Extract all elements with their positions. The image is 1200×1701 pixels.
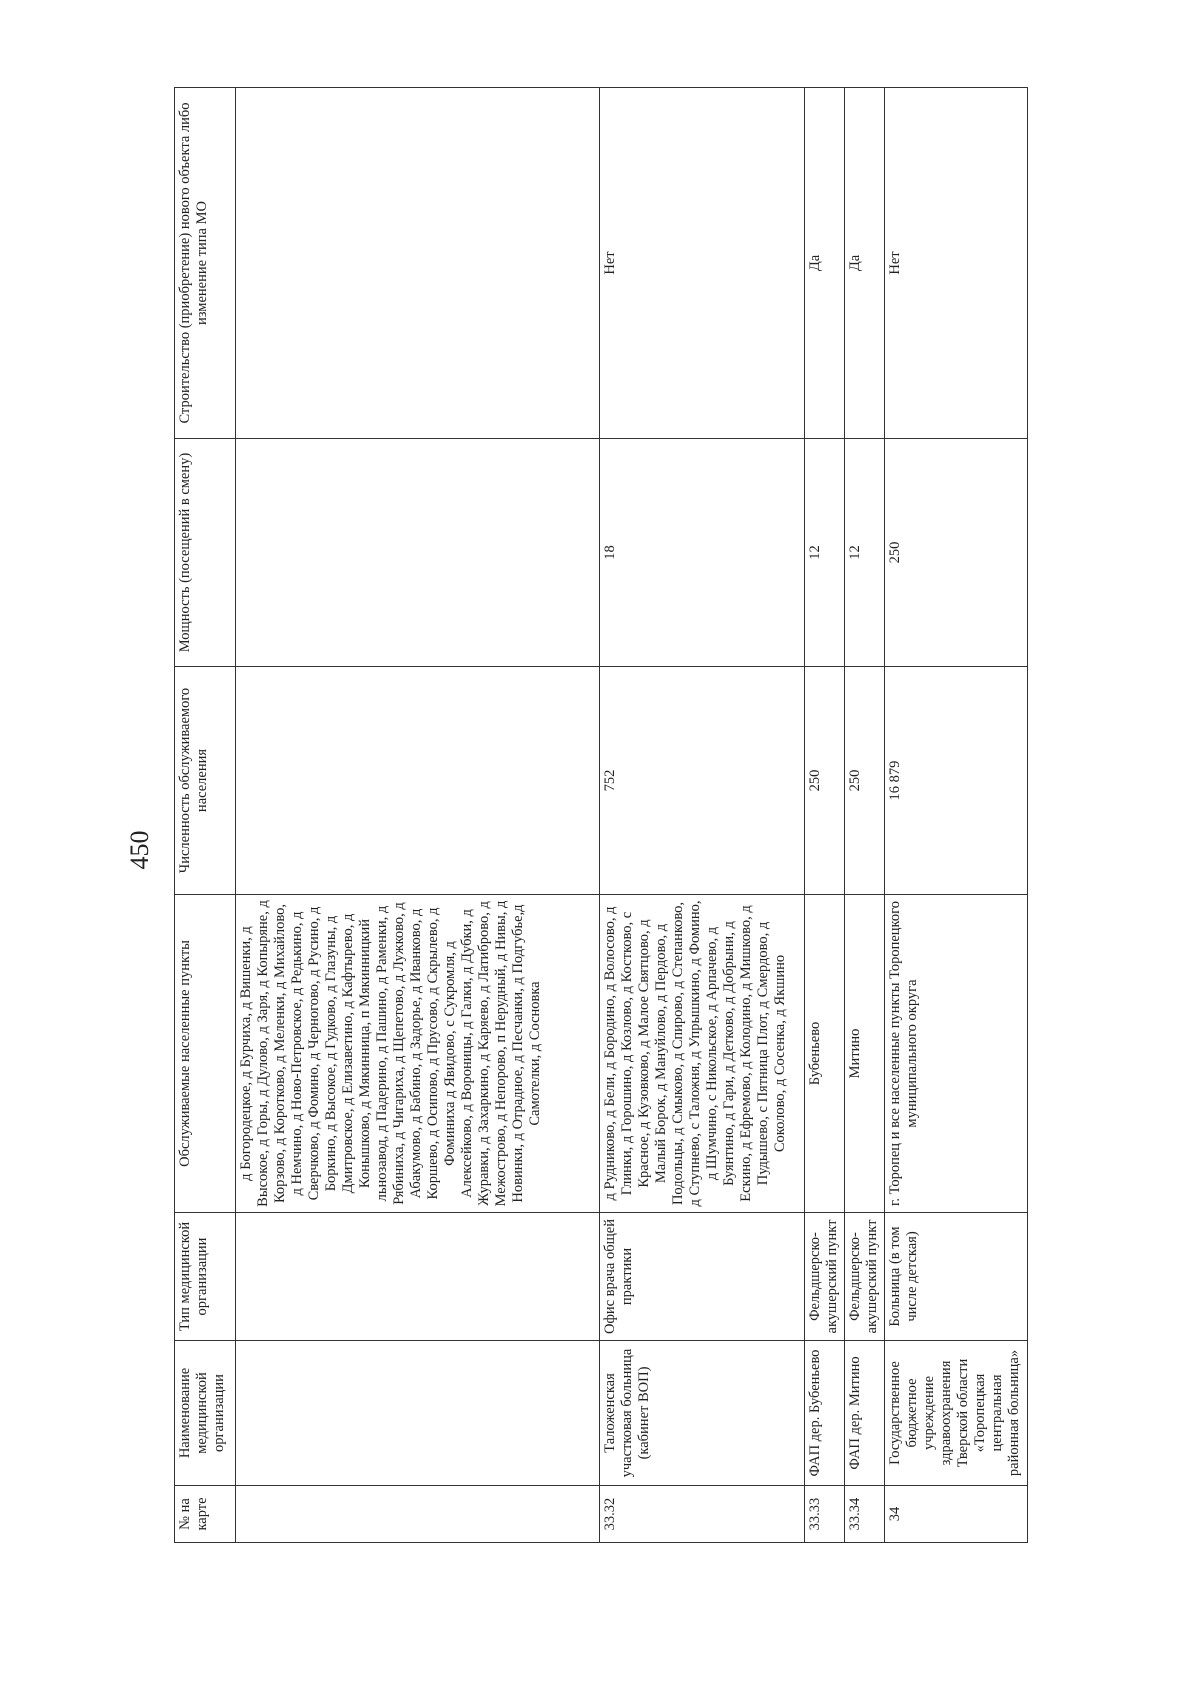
table-row: [236, 88, 600, 1543]
cell-places: д Богородецкое, д Бурчиха, д Вишенки, д Высокое, д Горы, д Дулово, д Заря, д Копыряне, д Корзово, д Коротково, д Меленки, д Михайлово, д Немчино, д Ново-Петровское, д Редькино, д Сверчково, д Фомино, д Черногово, д Русино, д Боркино, д Высокое, д Гудково, д Глазуны, д Дмитровское, д Елизаветино, д Кафтырево, д Конышково, д Мякинница, п Мякинницкий льнозавод, д Падерино, д Пашино, д Раменки, д Рябиниха, д Чигариха, д Щепетово, д Лужково, д Абакумово, д Бабино, д Задорье, д Иванково, д Коршево, д Осипово, д Прусово, д Скрылево, д Фоминиха д Явидово, с Сукромля, д Алексейково, д Вороницы, д Галки, д Дубки, д Журавки, д Захаркино, д Каряево, д Латиброво, д Межострово, д Непорово, п Нерудный, д Нивы, д Новинки, д Отрадное, д Песчанки, д Подгубье,д Самотелки, д Сосновка: [236, 895, 600, 1213]
cell-places: Митино: [844, 895, 884, 1213]
cell-type: Офис врача общей практики: [599, 1213, 804, 1341]
header-type: Тип медицинской организации: [175, 1213, 236, 1341]
cell-population: [236, 667, 600, 895]
cell-construction: Нет: [884, 88, 1027, 439]
cell-name: ФАП дер. Бубеньево: [805, 1341, 845, 1486]
table-row: [805, 88, 845, 1543]
cell-capacity: 12: [805, 439, 845, 667]
cell-construction: Нет: [599, 88, 804, 439]
header-places: Обслуживаемые населенные пункты: [175, 895, 236, 1213]
cell-population: 752: [599, 667, 804, 895]
cell-name: Таложенская участковая больница (кабинет ВОП): [599, 1341, 804, 1486]
cell-num: 34: [884, 1486, 1027, 1543]
header-name: Наименование медицинской организации: [175, 1341, 236, 1486]
header-capacity: Мощность (посещений в смену): [175, 439, 236, 667]
cell-population: 250: [844, 667, 884, 895]
cell-capacity: 250: [884, 439, 1027, 667]
page-number: 450: [125, 830, 154, 870]
medical-organizations-table: [174, 87, 1028, 1543]
cell-name: ФАП дер. Митино: [844, 1341, 884, 1486]
cell-name: [236, 1341, 600, 1486]
cell-capacity: 12: [844, 439, 884, 667]
cell-type: [236, 1213, 600, 1341]
cell-num: 33.34: [844, 1486, 884, 1543]
table-row: [599, 88, 804, 1543]
cell-population: 250: [805, 667, 845, 895]
rotated-table-container: [174, 88, 1028, 1543]
header-row: [175, 88, 236, 1543]
cell-capacity: [236, 439, 600, 667]
cell-type: Больница (в том числе детская): [884, 1213, 1027, 1341]
cell-num: 33.32: [599, 1486, 804, 1543]
cell-num: 33.33: [805, 1486, 845, 1543]
cell-num: [236, 1486, 600, 1543]
cell-type: Фельдшерско-акушерский пункт: [844, 1213, 884, 1341]
cell-capacity: 18: [599, 439, 804, 667]
header-num: № на карте: [175, 1486, 236, 1543]
table-row: [844, 88, 884, 1543]
cell-type: Фельдшерско-акушерский пункт: [805, 1213, 845, 1341]
header-population: Численность обслуживаемого населения: [175, 667, 236, 895]
cell-population: 16 879: [884, 667, 1027, 895]
cell-places: г. Торопец и все населенные пункты Торопецкого муниципального округа: [884, 895, 1027, 1213]
cell-name: Государственное бюджетное учреждение здравоохранения Тверской области «Торопецкая центральная районная больница»: [884, 1341, 1027, 1486]
cell-places: Бубеньево: [805, 895, 845, 1213]
table-row: [884, 88, 1027, 1543]
header-construction: Строительство (приобретение) нового объекта либо изменение типа МО: [175, 88, 236, 439]
cell-construction: Да: [805, 88, 845, 439]
cell-construction: Да: [844, 88, 884, 439]
cell-construction: [236, 88, 600, 439]
cell-places: д Рудниково, д Бели, д Бородино, д Волосово, д Глинки, д Горошино, д Козлово, д Костково, с Красное, д Кузовково, д Малое Святцово, д Малый Борок, д Мануйлово, д Пердово, д Подольцы, д Смыково, д Спирово, д Степанково, д Ступнево, с Таложня, д Упрышкино, д Фомино, д Шумчино, с Никольское, д Арпачево, д Буянтино, д Гари, д Детково, д Добрыни, д Ескино, д Ефремово, д Колодино, д Мишково, д Пудышево, с Пятница Плот, д Смердово, д Соколово, д Сосенка, д Якшино: [599, 895, 804, 1213]
